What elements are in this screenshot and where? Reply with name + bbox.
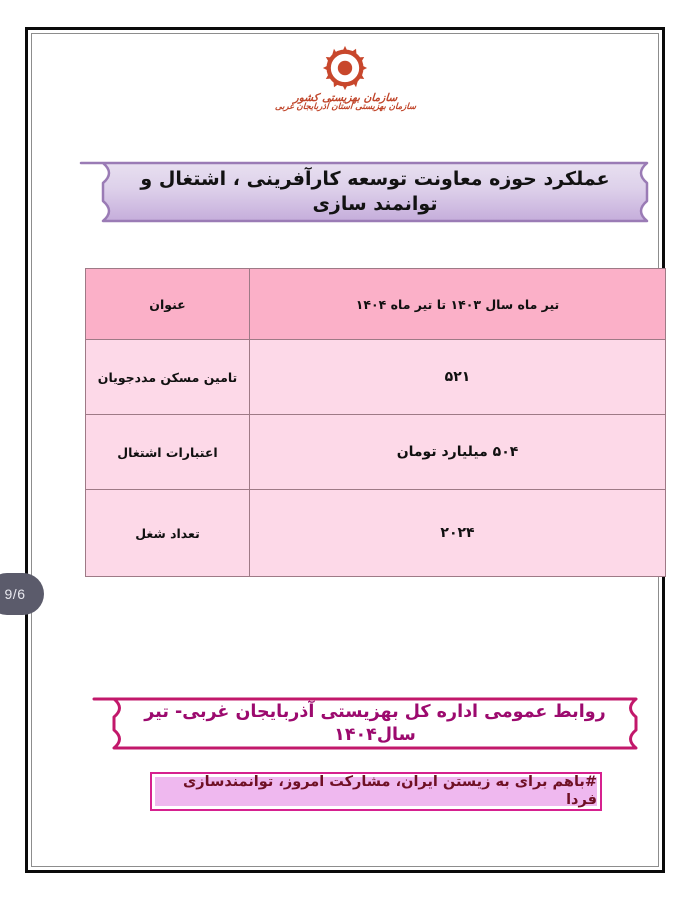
page-indicator [0, 573, 44, 615]
page-indicator-label: 9/6 [4, 586, 26, 602]
footer-banner [90, 695, 660, 752]
table-row [86, 340, 666, 415]
logo-caption [275, 93, 416, 112]
footer-banner-text: روابط عمومی اداره کل بهزیستی آذربایجان غربی- تیر سال۱۴۰۴ [144, 701, 606, 745]
table-header-label: عنوان [86, 269, 250, 340]
table-header-row [86, 269, 666, 340]
logo-org-line2: سازمان بهزیستی استان آذربایجان غربی [274, 102, 416, 113]
title-banner [77, 159, 673, 225]
hashtag-banner [150, 772, 602, 811]
performance-table [85, 268, 666, 577]
hashtag-banner-fill [155, 774, 597, 808]
logo-org-line1: سازمان بهزیستی کشور [292, 92, 398, 104]
table-row [86, 415, 666, 490]
table-cell-label: تامین مسکن مددجویان [86, 340, 250, 415]
table-row [86, 490, 666, 577]
table-cell-value: ۵۲۱ [250, 340, 666, 415]
table-cell-value: ۲۰۲۴ [250, 490, 666, 577]
document-page [25, 27, 665, 873]
hashtag-text: #باهم برای به زیستن ایران، مشارکت امروز، توانمندسازی فردا [182, 774, 597, 808]
table-cell-label: تعداد شغل [86, 490, 250, 577]
table-header-value: تیر ماه سال ۱۴۰۳ تا تیر ماه ۱۴۰۴ [250, 269, 666, 340]
table-cell-label: اعتبارات اشتغال [86, 415, 250, 490]
behzisti-sun-emblem-icon [318, 44, 372, 92]
organization-logo [28, 44, 662, 112]
table-cell-value: ۵۰۴ میلیارد تومان [250, 415, 666, 490]
title-banner-text: عملکرد حوزه معاونت توسعه کارآفرینی ، اشتغال و توانمند سازی [140, 168, 610, 215]
